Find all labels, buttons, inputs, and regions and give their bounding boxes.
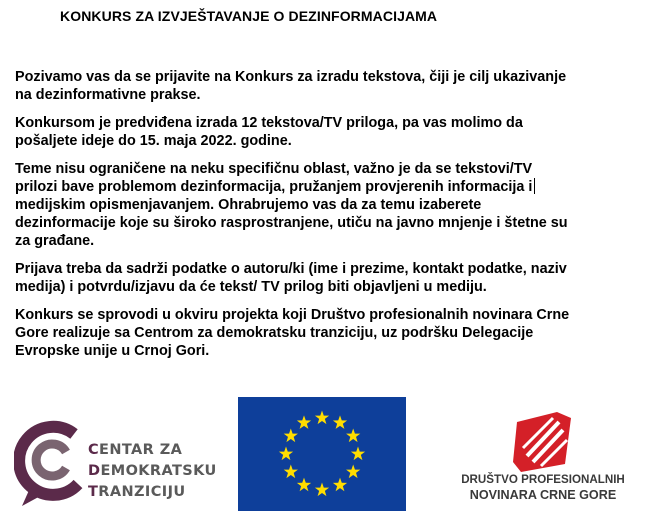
eu-flag-logo <box>238 397 406 511</box>
text-line: Konkurs se sprovodi u okviru projekta koji Društvo profesionalnih novinara Crne <box>15 307 570 323</box>
cdt-line: DEMOKRATSKU <box>88 463 217 479</box>
cdt-emblem-icon <box>14 418 94 510</box>
text-cursor <box>534 178 535 194</box>
cdt-wordmark <box>88 440 217 503</box>
paragraph-deadline <box>15 114 645 150</box>
eu-flag-icon <box>238 397 406 511</box>
paragraph-topics <box>15 160 645 250</box>
dpn-line-1: DRUŠTVO PROFESIONALNIH <box>461 473 625 486</box>
cdt-line: CENTAR ZA <box>88 442 183 458</box>
text-line: Konkursom je predviđena izrada 12 tekstova/TV priloga, pa vas molimo da <box>15 115 523 131</box>
text-line-with-cursor <box>15 178 645 196</box>
paragraph-project <box>15 306 645 360</box>
text-line: Prijava treba da sadrži podatke o autoru/ki (ime i prezime, kontakt podatke, naziv <box>15 261 567 277</box>
text-line: na dezinformativne prakse. <box>15 87 201 103</box>
text-line: Evropske unije u Crnoj Gori. <box>15 343 210 359</box>
cdt-logo <box>14 418 219 510</box>
text-line: dezinformacije koje su široko rasprostranjene, utiču na javno mnjenje i štetne su <box>15 215 568 231</box>
text-line: Teme nisu ograničene na neku specifičnu oblast, važno je da se tekstovi/TV <box>15 161 533 177</box>
text-line: medija) i potvrdu/izjavu da će tekst/ TV prilog biti objavljeni u mediju. <box>15 279 487 295</box>
text-line: pošaljete ideje do 15. maja 2022. godine. <box>15 133 292 149</box>
page-title: KONKURS ZA IZVJEŠTAVANJE O DEZINFORMACIJAMA <box>60 8 438 24</box>
cdt-line: TRANZICIJU <box>88 484 186 500</box>
text-line: prilozi bave problemom dezinformacija, pružanjem provjerenih informacija i <box>15 179 533 195</box>
dpn-wordmark <box>453 473 633 503</box>
dpn-emblem-icon <box>453 410 643 472</box>
dpn-line-2: NOVINARA CRNE GORE <box>469 488 617 502</box>
text-line: medijskim opismenjavanjem. Ohrabrujemo vas da za temu izaberete <box>15 197 482 213</box>
text-line: Pozivamo vas da se prijavite na Konkurs za izradu tekstova, čiji je cilj ukazivanje <box>15 69 567 85</box>
text-line: Gore realizuje sa Centrom za demokratsku tranziciju, uz podršku Delegacije <box>15 325 534 341</box>
paragraph-application <box>15 260 645 296</box>
text-line: za građane. <box>15 233 95 249</box>
paragraph-invitation <box>15 68 645 104</box>
dpn-logo <box>453 410 643 510</box>
document-body <box>15 68 645 370</box>
